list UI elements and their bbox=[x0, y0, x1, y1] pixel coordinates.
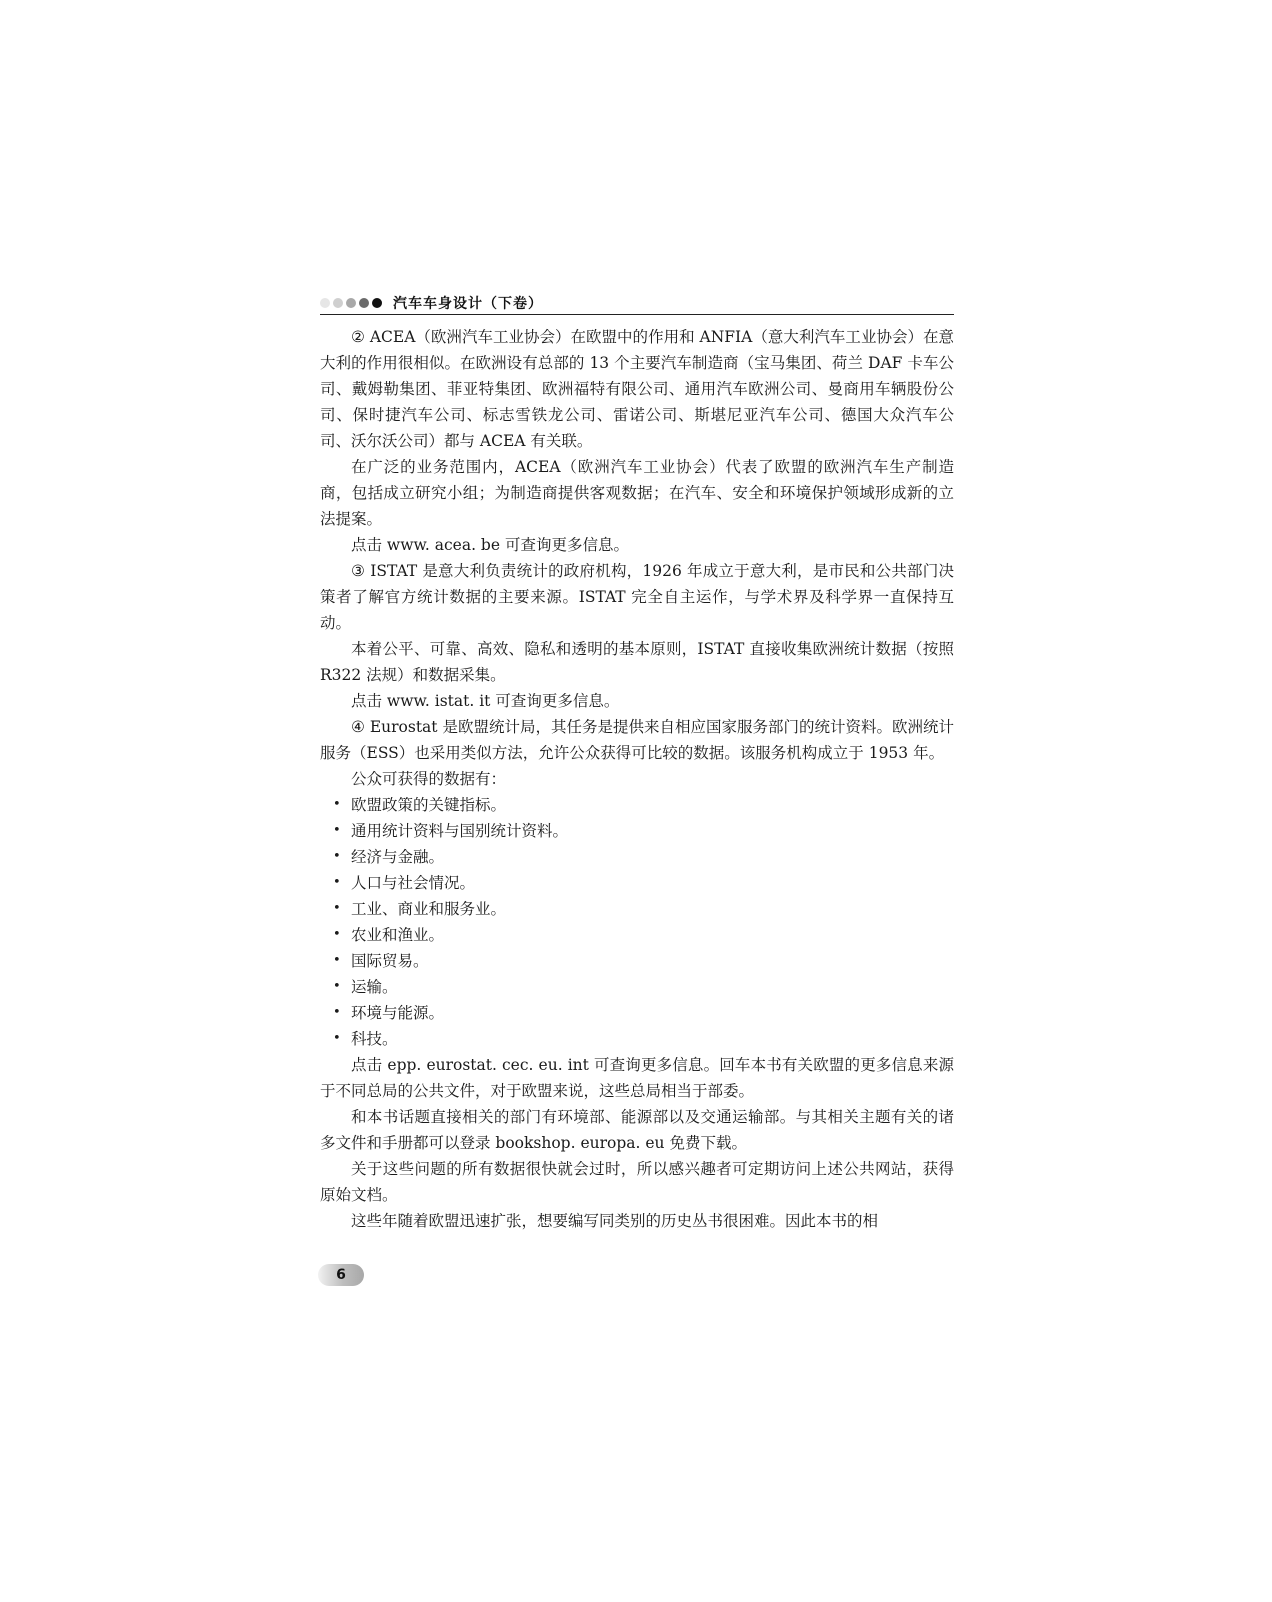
list-item bbox=[320, 1000, 954, 1026]
book-title: 汽车车身设计（下卷） bbox=[393, 296, 543, 312]
list-item bbox=[320, 818, 954, 844]
list-item bbox=[320, 792, 954, 818]
list-item bbox=[320, 896, 954, 922]
bullet-icon: • bbox=[333, 1005, 341, 1020]
bullet-icon: • bbox=[333, 823, 341, 838]
list-item-text: 国际贸易。 bbox=[351, 952, 429, 970]
paragraph: ② ACEA（欧洲汽车工业协会）在欧盟中的作用和 ANFIA（意大利汽车工业协会）在意大利的作用很相似。在欧洲设有总部的 13 个主要汽车制造商（宝马集团、荷兰 DAF 卡车公司、戴姆勒集团、菲亚特集团、欧洲福特有限公司、通用汽车欧洲公司、曼商用车辆股份公司、保时捷汽车公司、标志雪铁龙公司、雷诺公司、斯堪尼亚汽车公司、德国大众汽车公司、沃尔沃公司）都与 ACEA 有关联。 bbox=[320, 328, 954, 450]
paragraph: 点击 epp. eurostat. cec. eu. int 可查询更多信息。回车本书有关欧盟的更多信息来源于不同总局的公共文件，对于欧盟来说，这些总局相当于部委。 bbox=[320, 1056, 954, 1100]
bullet-list bbox=[320, 792, 954, 1052]
header-dot bbox=[346, 298, 356, 308]
list-item-text: 人口与社会情况。 bbox=[351, 874, 476, 892]
list-item-text: 经济与金融。 bbox=[351, 848, 445, 866]
header-dot bbox=[359, 298, 369, 308]
paragraph: 点击 www. istat. it 可查询更多信息。 bbox=[351, 692, 620, 710]
paragraph: 点击 www. acea. be 可查询更多信息。 bbox=[351, 536, 629, 554]
paragraph: 关于这些问题的所有数据很快就会过时，所以感兴趣者可定期访问上述公共网站，获得原始文档。 bbox=[320, 1160, 954, 1204]
list-item-text: 工业、商业和服务业。 bbox=[351, 900, 507, 918]
paragraph: 在广泛的业务范围内，ACEA（欧洲汽车工业协会）代表了欧盟的欧洲汽车生产制造商，包括成立研究小组；为制造商提供客观数据；在汽车、安全和环境保护领域形成新的立法提案。 bbox=[320, 458, 954, 528]
paragraph: 和本书话题直接相关的部门有环境部、能源部以及交通运输部。与其相关主题有关的诸多文件和手册都可以登录 bookshop. europa. eu 免费下载。 bbox=[320, 1108, 954, 1152]
paragraph: ④ Eurostat 是欧盟统计局，其任务是提供来自相应国家服务部门的统计资料。欧洲统计服务（ESS）也采用类似方法，允许公众获得可比较的数据。该服务机构成立于 1953 年。 bbox=[320, 718, 954, 762]
list-item-text: 农业和渔业。 bbox=[351, 926, 445, 944]
list-item bbox=[320, 974, 954, 1000]
page-number-badge bbox=[318, 1264, 364, 1286]
bullet-icon: • bbox=[333, 797, 341, 812]
bullet-icon: • bbox=[333, 927, 341, 942]
paragraph: 本着公平、可靠、高效、隐私和透明的基本原则，ISTAT 直接收集欧洲统计数据（按照 R322 法规）和数据采集。 bbox=[320, 640, 954, 684]
paragraph: 这些年随着欧盟迅速扩张，想要编写同类别的历史丛书很困难。因此本书的相 bbox=[351, 1212, 879, 1230]
list-item bbox=[320, 1026, 954, 1052]
paragraph: 公众可获得的数据有： bbox=[351, 770, 507, 788]
bullet-icon: • bbox=[333, 875, 341, 890]
list-item-text: 科技。 bbox=[351, 1030, 398, 1048]
running-header bbox=[320, 292, 954, 315]
bullet-icon: • bbox=[333, 953, 341, 968]
bullet-icon: • bbox=[333, 849, 341, 864]
list-item-text: 欧盟政策的关键指标。 bbox=[351, 796, 507, 814]
list-item-text: 环境与能源。 bbox=[351, 1004, 445, 1022]
list-item bbox=[320, 948, 954, 974]
header-dot bbox=[372, 298, 382, 308]
page-number: 6 bbox=[336, 1267, 346, 1283]
list-item bbox=[320, 922, 954, 948]
list-item-text: 通用统计资料与国别统计资料。 bbox=[351, 822, 569, 840]
list-item bbox=[320, 844, 954, 870]
header-dot bbox=[333, 298, 343, 308]
list-item bbox=[320, 870, 954, 896]
paragraph: ③ ISTAT 是意大利负责统计的政府机构，1926 年成立于意大利，是市民和公共部门决策者了解官方统计数据的主要来源。ISTAT 完全自主运作，与学术界及科学界一直保持互动。 bbox=[320, 562, 954, 632]
list-item-text: 运输。 bbox=[351, 978, 398, 996]
header-dot bbox=[320, 298, 330, 308]
bullet-icon: • bbox=[333, 901, 341, 916]
bullet-icon: • bbox=[333, 1031, 341, 1046]
body-text bbox=[320, 324, 954, 1234]
header-dots-ornament bbox=[320, 298, 385, 308]
bullet-icon: • bbox=[333, 979, 341, 994]
